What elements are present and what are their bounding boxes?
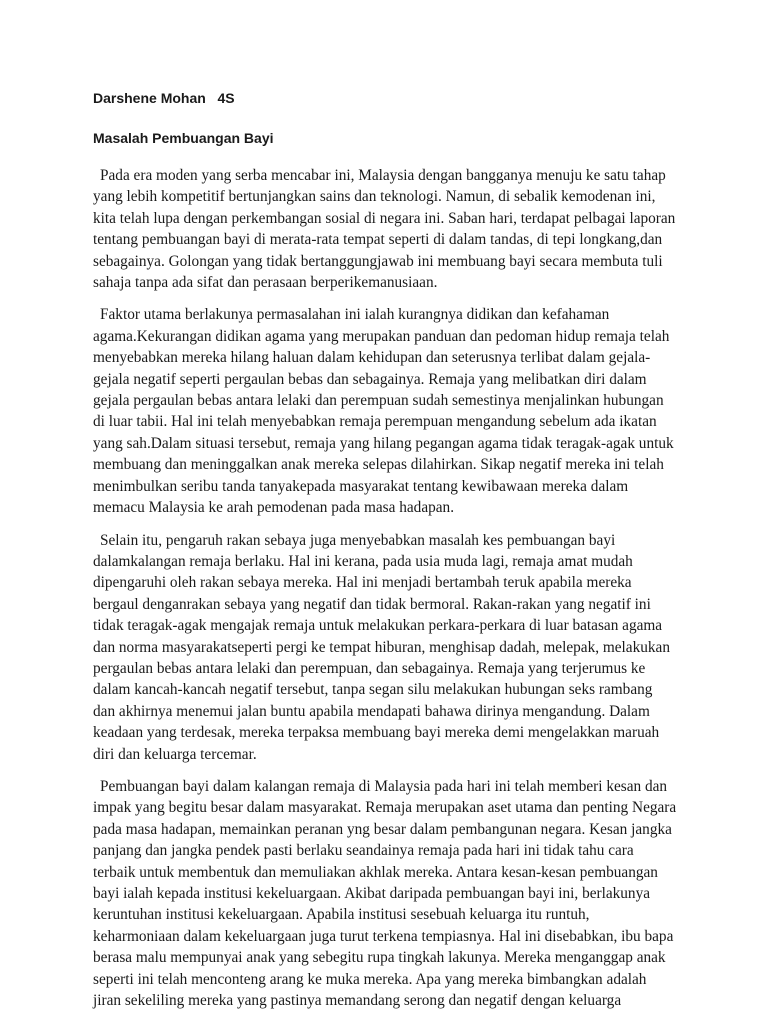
paragraph-4: Pembuangan bayi dalam kalangan remaja di Malaysia pada hari ini telah memberi kesan dan impak yang begitu besar dalam masyarakat. Remaja merupakan aset utama dan penting Negara pada masa hadapan, memainkan peranan yng besar dalam pembangunan negara. Kesan jangka panjang dan jangka pendek pasti berlaku seandainya remaja pada hari ini tidak tahu cara terbaik untuk membentuk dan memuliakan akhlak mereka. Antara kesan-kesan pembuangan bayi ialah kepada institusi kekeluargaan. Akibat daripada pembuangan bayi ini, berlakunya keruntuhan institusi kekeluargaan. Apabila institusi sesebuah keluarga itu runtuh, keharmoniaan dalam kekeluargaan juga turut terkena tempiasnya. Hal ini disebabkan, ibu bapa berasa malu mempunyai anak yang sebegitu rupa tingkah lakunya. Mereka menganggap anak seperti ini telah menconteng arang ke muka mereka. Apa yang mereka bimbangkan adalah jiran sekeliling mereka yang pastinya memandang serong dan negatif dengan keluarga	[93, 777, 677, 1010]
paragraph-2: Faktor utama berlakunya permasalahan ini ialah kurangnya didikan dan kefahaman agama.Kekurangan didikan agama yang merupakan panduan dan pedoman hidup remaja telah menyebabkan mereka hilang haluan dalam kehidupan dan seterusnya terlibat dalam gejala-gejala negatif seperti pergaulan bebas dan sebagainya. Remaja yang melibatkan diri dalam gejala pergaulan bebas antara lelaki dan perempuan sudah semestinya menjalinkan hubungan di luar tabii. Hal ini telah menyebabkan remaja perempuan mengandung sebelum ada ikatan yang sah.Dalam situasi tersebut, remaja yang hilang pegangan agama tidak teragak-agak untuk membuang dan meninggalkan anak mereka selepas dilahirkan. Sikap negatif mereka ini telah menimbulkan seribu tanda tanyakepada masyarakat tentang kewibawaan mereka dalam memacu Malaysia ke arah pemodenan pada masa hadapan.	[93, 306, 674, 517]
document-body	[93, 88, 678, 1022]
essay-title: Masalah Pembuangan Bayi	[93, 130, 274, 146]
paragraph-3: Selain itu, pengaruh rakan sebaya juga menyebabkan masalah kes pembuangan bayi dalamkalangan remaja berlaku. Hal ini kerana, pada usia muda lagi, remaja amat mudah dipengaruhi oleh rakan sebaya mereka. Hal ini menjadi bertambah teruk apabila mereka bergaul denganrakan sebaya yang negatif dan tidak bermoral. Rakan-rakan yang negatif ini tidak teragak-agak mengajak remaja untuk melakukan perkara-perkara di luar batasan agama dan norma masyarakatseperti pergi ke tempat hiburan, menghisap dadah, melepak, melakukan pergaulan bebas antara lelaki dan perempuan, dan sebagainya. Remaja yang terjerumus ke dalam kancah-kancah negatif tersebut, tanpa segan silu melakukan hubungan seks rambang dan akhirnya menemui jalan buntu apabila mendapati bahawa dirinya mengandung. Dalam keadaan yang terdesak, mereka terpaksa membuang bayi mereka demi mengelakkan maruah diri dan keluarga tercemar.	[93, 531, 670, 763]
author-line: Darshene Mohan 4S	[93, 90, 235, 106]
paragraph-1: Pada era moden yang serba mencabar ini, Malaysia dengan bangganya menuju ke satu tahap yang lebih kompetitif bertunjangkan sains dan teknologi. Namun, di sebalik kemodenan ini, kita telah lupa dengan perkembangan sosial di negara ini. Saban hari, terdapat pelbagai laporan tentang pembuangan bayi di merata-rata tempat seperti di dalam tandas, di tepi longkang,dan sebagainya. Golongan yang tidak bertanggungjawab ini membuang bayi secara membuta tuli sahaja tanpa ada sifat dan perasaan berperikemanusiaan.	[93, 167, 676, 292]
